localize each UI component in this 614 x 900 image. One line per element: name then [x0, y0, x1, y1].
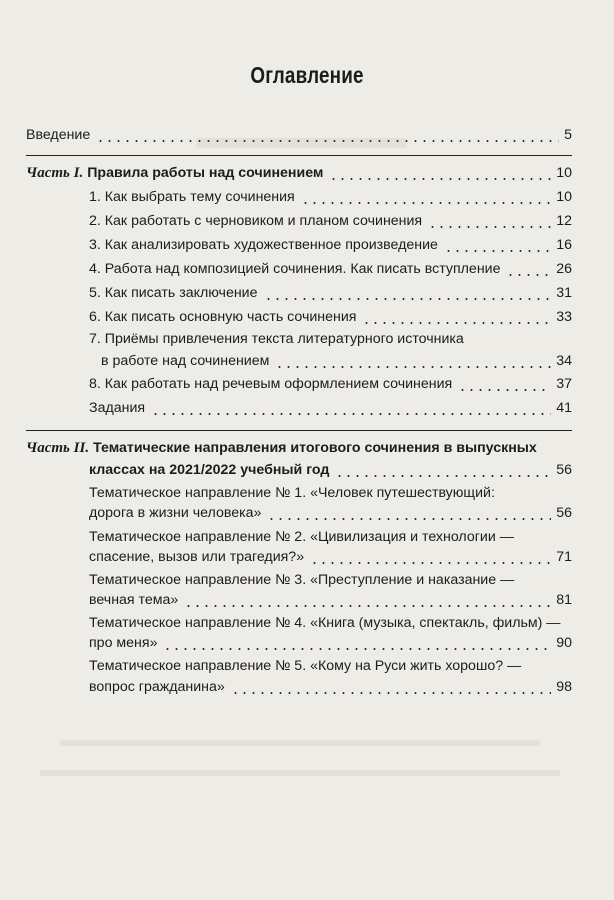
toc-entry[interactable]: [89, 350, 572, 373]
toc-entry[interactable]: [89, 282, 572, 305]
toc-page-number: 16: [556, 237, 572, 253]
toc-entry[interactable]: [89, 676, 572, 699]
toc-entry[interactable]: [89, 258, 572, 281]
toc-page-number: 81: [556, 592, 572, 608]
bleed-through-shadow: [60, 740, 540, 746]
toc-entry-label: Введение: [26, 127, 91, 143]
part-title-continued: классах на 2021/2022 учебный год: [89, 462, 330, 478]
toc-page-number: 31: [556, 285, 572, 301]
toc-page-number: 98: [556, 679, 572, 695]
toc-page-number: 26: [556, 261, 572, 277]
toc-part-heading[interactable]: [89, 459, 572, 482]
toc-part-heading[interactable]: [26, 162, 572, 185]
toc-entry-label: про меня»: [89, 635, 158, 651]
toc-page-number: 10: [556, 189, 572, 205]
toc-page-number: 33: [556, 309, 572, 325]
toc-entry[interactable]: [89, 373, 572, 396]
bleed-through-shadow: [40, 770, 560, 776]
toc-page-number: 56: [556, 505, 572, 521]
toc-page-number: 90: [556, 635, 572, 651]
toc-page-number: 56: [556, 462, 572, 478]
toc-page-number: 10: [556, 165, 572, 181]
toc-entry[interactable]: [89, 502, 572, 525]
toc-page-number: 12: [556, 213, 572, 229]
toc-entry-label: вопрос гражданина»: [89, 679, 225, 695]
part-title: Правила работы над сочинением: [87, 165, 324, 181]
toc-page-number: 34: [556, 353, 572, 369]
toc-entry[interactable]: [89, 186, 572, 209]
toc-entry-label: 4. Работа над композицией сочинения. Как писать вступление: [89, 261, 501, 277]
dot-leader: [301, 202, 551, 204]
toc-entry-intro[interactable]: [26, 124, 572, 147]
toc-entry-first-line: Тематическое направление № 5. «Кому на Руси жить хорошо? —: [89, 658, 522, 674]
toc-entry-label: в работе над сочинением: [101, 353, 270, 369]
dot-leader: [184, 605, 551, 607]
toc-entry-label: вечная тема»: [89, 592, 179, 608]
toc-entry-label: 3. Как анализировать художественное произведение: [89, 237, 438, 253]
part-prefix: Часть I.: [26, 165, 84, 181]
toc-entry[interactable]: [89, 632, 572, 655]
dot-leader: [264, 298, 552, 300]
dot-leader: [96, 140, 559, 142]
toc-entry-label: 2. Как работать с черновиком и планом сочинения: [89, 213, 423, 229]
toc-entry-first-line: Тематическое направление № 1. «Человек путешествующий:: [89, 485, 495, 501]
toc-entry-label: Задания: [89, 400, 146, 416]
toc-entry-label: спасение, вызов или трагедия?»: [89, 549, 305, 565]
toc-page-number: 71: [556, 549, 572, 565]
toc-entry-first-line: 7. Приёмы привлечения текста литературного источника: [89, 331, 464, 347]
toc-entry-label: 8. Как работать над речевым оформлением сочинения: [89, 376, 453, 392]
toc-entry-label: дорога в жизни человека»: [89, 505, 262, 521]
toc-entry[interactable]: [89, 234, 572, 257]
toc-entry-first-line: Тематическое направление № 3. «Преступление и наказание —: [89, 572, 515, 588]
toc-page-number: 41: [556, 400, 572, 416]
dot-leader: [335, 475, 551, 477]
toc-entry-label: 1. Как выбрать тему сочинения: [89, 189, 295, 205]
toc-page-number: 5: [564, 127, 572, 143]
dot-leader: [310, 562, 551, 564]
toc-part-heading-first-line: [26, 437, 537, 460]
dot-leader: [428, 226, 551, 228]
dot-leader: [506, 274, 551, 276]
dot-leader: [163, 648, 551, 650]
dot-leader: [275, 366, 551, 368]
part-title: Тематические направления итогового сочинения в выпускных: [93, 440, 537, 456]
toc-entry-label: 6. Как писать основную часть сочинения: [89, 309, 357, 325]
part-prefix: Часть II.: [26, 440, 90, 456]
toc-entry[interactable]: [89, 306, 572, 329]
dot-leader: [362, 322, 551, 324]
section-divider: [26, 155, 572, 156]
dot-leader: [444, 250, 551, 252]
dot-leader: [329, 178, 551, 180]
toc-entry[interactable]: [89, 397, 572, 420]
toc-entry[interactable]: [89, 546, 572, 569]
toc-entry[interactable]: [89, 589, 572, 612]
toc-entry[interactable]: [89, 210, 572, 233]
section-divider: [26, 430, 572, 431]
toc-entry-label: 5. Как писать заключение: [89, 285, 258, 301]
dot-leader: [151, 413, 551, 415]
dot-leader: [458, 389, 551, 391]
page-title: Оглавление: [250, 62, 364, 88]
toc-entry-first-line: Тематическое направление № 4. «Книга (музыка, спектакль, фильм) —: [89, 615, 561, 631]
toc-page-number: 37: [556, 376, 572, 392]
dot-leader: [231, 692, 551, 694]
dot-leader: [267, 518, 551, 520]
toc-entry-first-line: Тематическое направление № 2. «Цивилизация и технологии —: [89, 529, 514, 545]
